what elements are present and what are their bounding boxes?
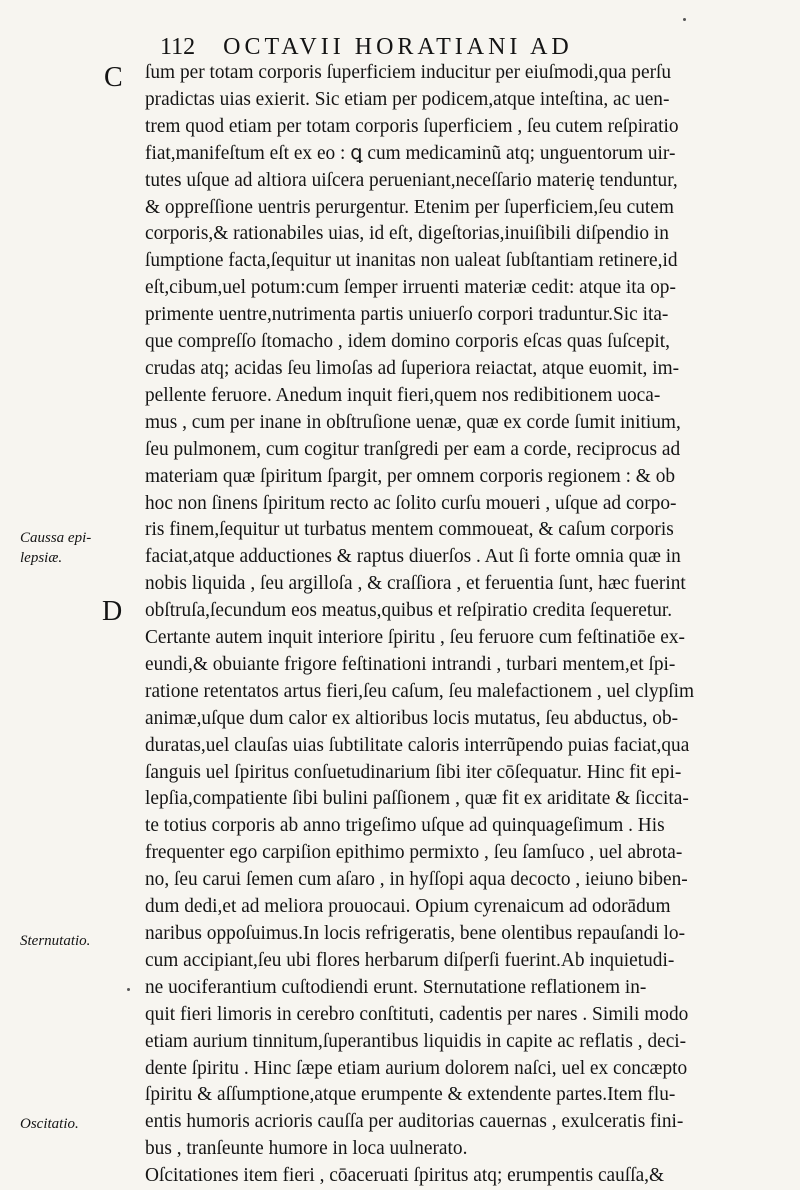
page-number: 112 [160, 34, 196, 60]
section-letter-c: C [104, 62, 123, 93]
margin-note-epilepsy [20, 528, 120, 568]
text-line: ſumptione facta,ſequitur ut inanitas non ualeat ſubſtantiam retinere,id [145, 250, 678, 272]
text-line: & oppreſſione uentris perurgentur. Etenim per ſuperficiem,ſeu cutem [145, 196, 674, 218]
text-line: frequenter ego carpiſion epithimo permixto , ſeu ſamſuco , uel abrota- [145, 842, 683, 864]
text-line: que compreſſo ſtomacho , idem domino corporis eſcas quas ſuſcepit, [145, 331, 671, 353]
main-text-block [145, 60, 795, 1190]
text-line: nobis liquida , ſeu argilloſa , & craſſiora , et feruentia ſunt, hæc fuerint [145, 573, 686, 595]
text-line: hoc non ſinens ſpiritum recto ac ſolito curſu moueri , uſque ad corpo- [145, 492, 677, 514]
text-line: eſt,cibum,uel potum:cum ſemper irruenti materiæ cedit: atque ita op- [145, 277, 676, 299]
text-line: quit fieri limoris in cerebro conſtituti, cadentis per nares . Simili modo [145, 1003, 689, 1025]
text-line: bus , tranſeunte humore in loca uulnerato. [145, 1138, 468, 1160]
text-line: eundi,& obuiante frigore feſtinationi intrandi , turbari mentem,et ſpi- [145, 653, 676, 675]
text-line: entis humoris acrioris cauſſa per auditorias cauernas , exulceratis fini- [145, 1111, 684, 1133]
text-line: mus , cum per inane in obſtruſione uenæ, quæ ex corde ſumit initium, [145, 411, 681, 433]
text-line: ſeu pulmonem, cum cogitur tranſgredi per eam a corde, reciprocus ad [145, 438, 681, 460]
text-line: pellente feruore. Anedum inquit fieri,quem nos redibitionem uoca- [145, 384, 661, 406]
text-line: ſum per totam corporis ſuperficiem inducitur per eiuſmodi,qua perſu [145, 62, 672, 83]
running-title: OCTAVII HORATIANI AD [223, 34, 573, 60]
text-line: ratione retentatos artus fieri,ſeu caſum, ſeu malefactionem , uel clypſim [145, 680, 695, 702]
text-line: cum accipiant,ſeu ubi flores herbarum diſperſi fuerint.Ab inquietudi- [145, 949, 675, 971]
margin-note-text: Caussa epi- lepsiæ. [20, 530, 92, 566]
text-line: dente ſpiritu . Hinc ſæpe etiam aurium dolorem naſci, uel ex concæpto [145, 1057, 688, 1079]
text-line: faciat,atque adductiones & raptus diuerſos . Aut ſi forte omnia quæ in [145, 546, 681, 568]
text-line: materiam quæ ſpiritum ſpargit, per omnem corporis regionem : & ob [145, 465, 676, 487]
text-line: lepſia,compatiente ſibi bulini paſſionem , quæ fit ex ariditate & ſiccita- [145, 788, 689, 810]
text-line: etiam aurium tinnitum,ſuperantibus liquidis in capite ac reflatis , deci- [145, 1030, 687, 1052]
text-line: no, ſeu carui ſemen cum aſaro , in hyſſopi aqua decocto , ieiuno biben- [145, 869, 688, 891]
text-line: Oſcitationes item fieri , cōaceruati ſpiritus atq; erumpentis cauſſa,& [145, 1165, 665, 1187]
text-line: corporis,& rationabiles uias, id eſt, digeſtorias,inuiſibili diſpendio in [145, 223, 669, 245]
text-line: tutes uſque ad altiora uiſcera perueniant,neceſſario materię tenduntur, [145, 169, 678, 191]
running-header [160, 34, 720, 61]
text-line: crudas atq; acidas ſeu limoſas ad ſuperiora reiactat, atque euomit, im- [145, 357, 680, 379]
ink-speck [127, 988, 130, 991]
text-line: ſpiritu & aſſumptione,atque erumpente & extendente partes.Item flu- [145, 1084, 676, 1106]
text-line: pradictas uias exierit. Sic etiam per podicem,atque inteſtina, ac uen- [145, 88, 670, 110]
text-line: trem quod etiam per totam corporis ſuperficiem , ſeu cutem reſpiratio [145, 115, 679, 137]
text-line: fiat,manifeſtum eſt ex eo : ꝗ cum medicaminũ atq; unguentorum uir- [145, 142, 676, 164]
text-line: naribus oppoſuimus.In locis refrigeratis, bene olentibus repauſandi lo- [145, 923, 686, 944]
text-line: Certante autem inquit interiore ſpiritu , ſeu feruore cum feſtinatiōe ex- [145, 627, 685, 649]
text-line: primente uentre,nutrimenta partis uniuerſo corpori traduntur.Sic ita- [145, 304, 669, 326]
text-line: ſanguis uel ſpiritus conſuetudinarium ſibi iter cōſequatur. Hinc fit epi- [145, 761, 682, 783]
text-line: dum dedi,et ad meliora prouocaui. Opium cyrenaicum ad odorādum [145, 896, 671, 918]
text-line: animæ,uſque dum calor ex altioribus locis mutatus, ſeu abductus, ob- [145, 707, 679, 729]
margin-note-sneezing: Sternutatio. [20, 933, 91, 949]
text-line: ris finem,ſequitur ut turbatus mentem commoueat, & caſum corporis [145, 519, 674, 541]
section-letter-d: D [102, 596, 123, 627]
text-line: ne uociferantium cuſtodiendi erunt. Sternutatione reflationem in- [145, 976, 647, 998]
text-line: obſtruſa,ſecundum eos meatus,quibus et reſpiratio credita ſequeretur. [145, 600, 673, 622]
ink-speck [683, 18, 686, 21]
text-line: duratas,uel clauſas uias ſubtilitate caloris interrũpendo puias faciat,qua [145, 734, 690, 756]
text-line: te totius corporis ab anno trigeſimo uſque ad quinquageſimum . His [145, 815, 665, 837]
margin-note-yawning: Oscitatio. [20, 1116, 79, 1132]
